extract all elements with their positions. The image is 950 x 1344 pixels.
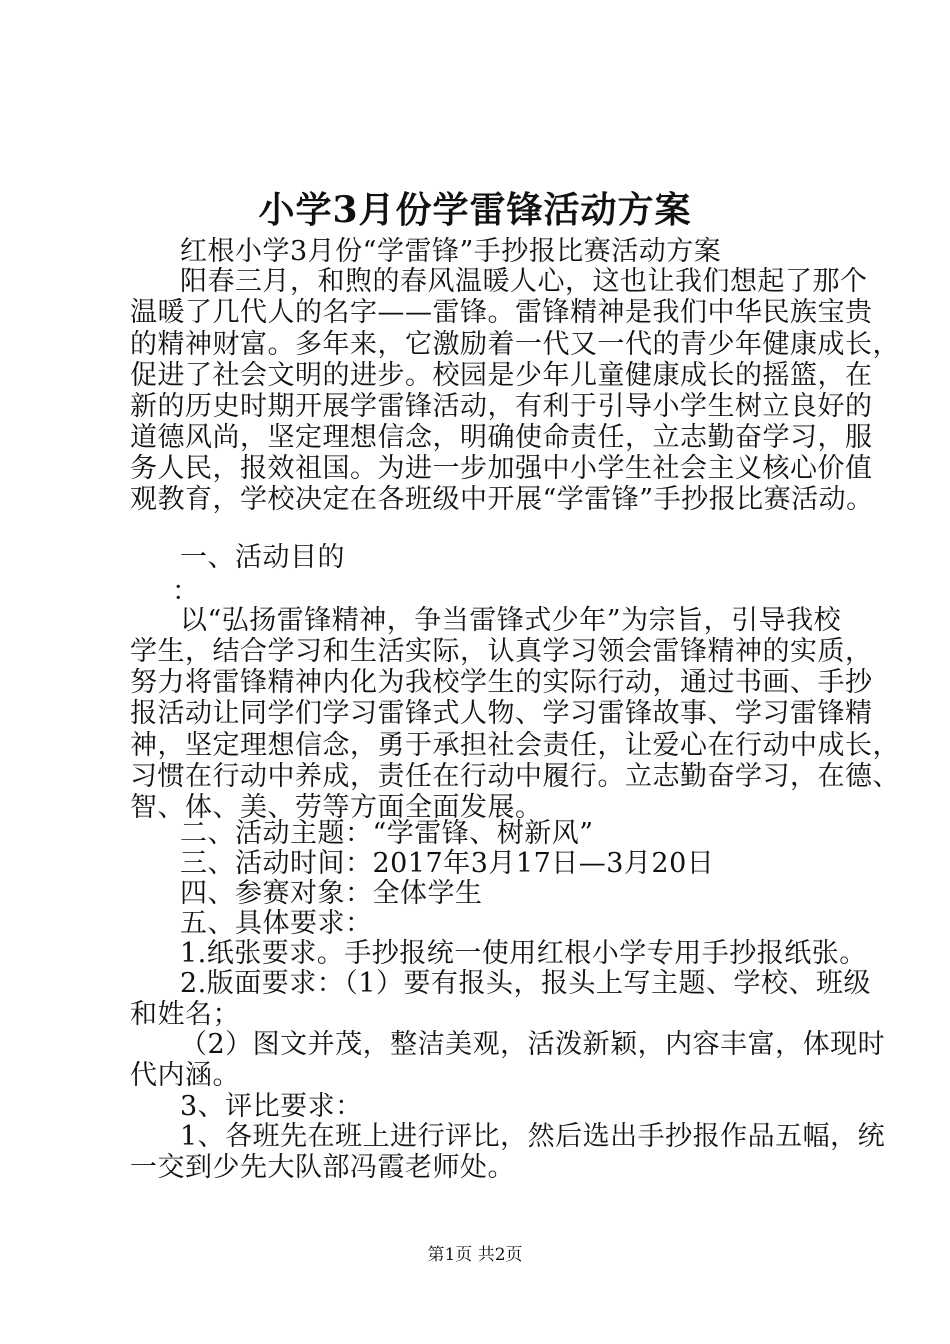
text-line: 神，坚定理想信念，勇于承担社会责任，让爱心在行动中成长， [130, 730, 900, 761]
text-line: 2.版面要求：（1）要有报头，报头上写主题、学校、班级 [180, 968, 871, 999]
text-line: 1、各班先在班上进行评比，然后选出手抄报作品五幅，统 [180, 1121, 886, 1152]
text-line: 新的历史时期开展学雷锋活动，有利于引导小学生树立良好的 [130, 391, 873, 422]
section-heading: 五、具体要求： [180, 908, 373, 939]
text-line: （2）图文并茂，整洁美观，活泼新颖，内容丰富，体现时 [180, 1029, 886, 1060]
text-line: 阳春三月，和煦的春风温暖人心，这也让我们想起了那个 [180, 266, 868, 297]
text-line: 和姓名； [130, 999, 240, 1030]
section-heading: 一、活动目的 [180, 542, 345, 573]
text-line: 1.纸张要求。手抄报统一使用红根小学专用手抄报纸张。 [180, 938, 867, 969]
text-line: 以“弘扬雷锋精神，争当雷锋式少年”为宗旨，引导我校 [180, 605, 842, 636]
text-line: 一交到少先大队部冯霞老师处。 [130, 1152, 515, 1183]
text-line: 习惯在行动中养成，责任在行动中履行。立志勤奋学习，在德、 [130, 761, 900, 792]
section-heading: 二、活动主题：“学雷锋、树新风” [180, 818, 594, 849]
section-heading: 三、活动时间：2017年3月17日—3月20日 [180, 848, 715, 879]
text-line: 努力将雷锋精神内化为我校学生的实际行动，通过书画、手抄 [130, 667, 873, 698]
text-line: 促进了社会文明的进步。校园是少年儿童健康成长的摇篮，在 [130, 360, 873, 391]
text-line: 观教育，学校决定在各班级中开展“学雷锋”手抄报比赛活动。 [130, 484, 874, 515]
text-line: 智、体、美、劳等方面全面发展。 [130, 792, 543, 823]
text-line: 红根小学3月份“学雷锋”手抄报比赛活动方案 [180, 236, 722, 267]
text-line: 的精神财富。多年来，它激励着一代又一代的青少年健康成长， [130, 329, 900, 360]
section-heading: 3、评比要求： [180, 1091, 363, 1122]
text-line: ： [172, 576, 200, 607]
text-line: 报活动让同学们学习雷锋式人物、学习雷锋故事、学习雷锋精 [130, 698, 873, 729]
section-heading: 四、参赛对象：全体学生 [180, 878, 483, 909]
text-line: 温暖了几代人的名字——雷锋。雷锋精神是我们中华民族宝贵 [130, 297, 873, 328]
document-title: 小学3月份学雷锋活动方案 [258, 189, 692, 231]
text-line: 道德风尚，坚定理想信念，明确使命责任，立志勤奋学习，服 [130, 422, 873, 453]
text-line: 代内涵。 [130, 1060, 240, 1091]
page-footer: 第1页 共2页 [427, 1245, 523, 1265]
text-line: 学生，结合学习和生活实际，认真学习领会雷锋精神的实质， [130, 636, 873, 667]
text-line: 务人民，报效祖国。为进一步加强中小学生社会主义核心价值 [130, 453, 873, 484]
